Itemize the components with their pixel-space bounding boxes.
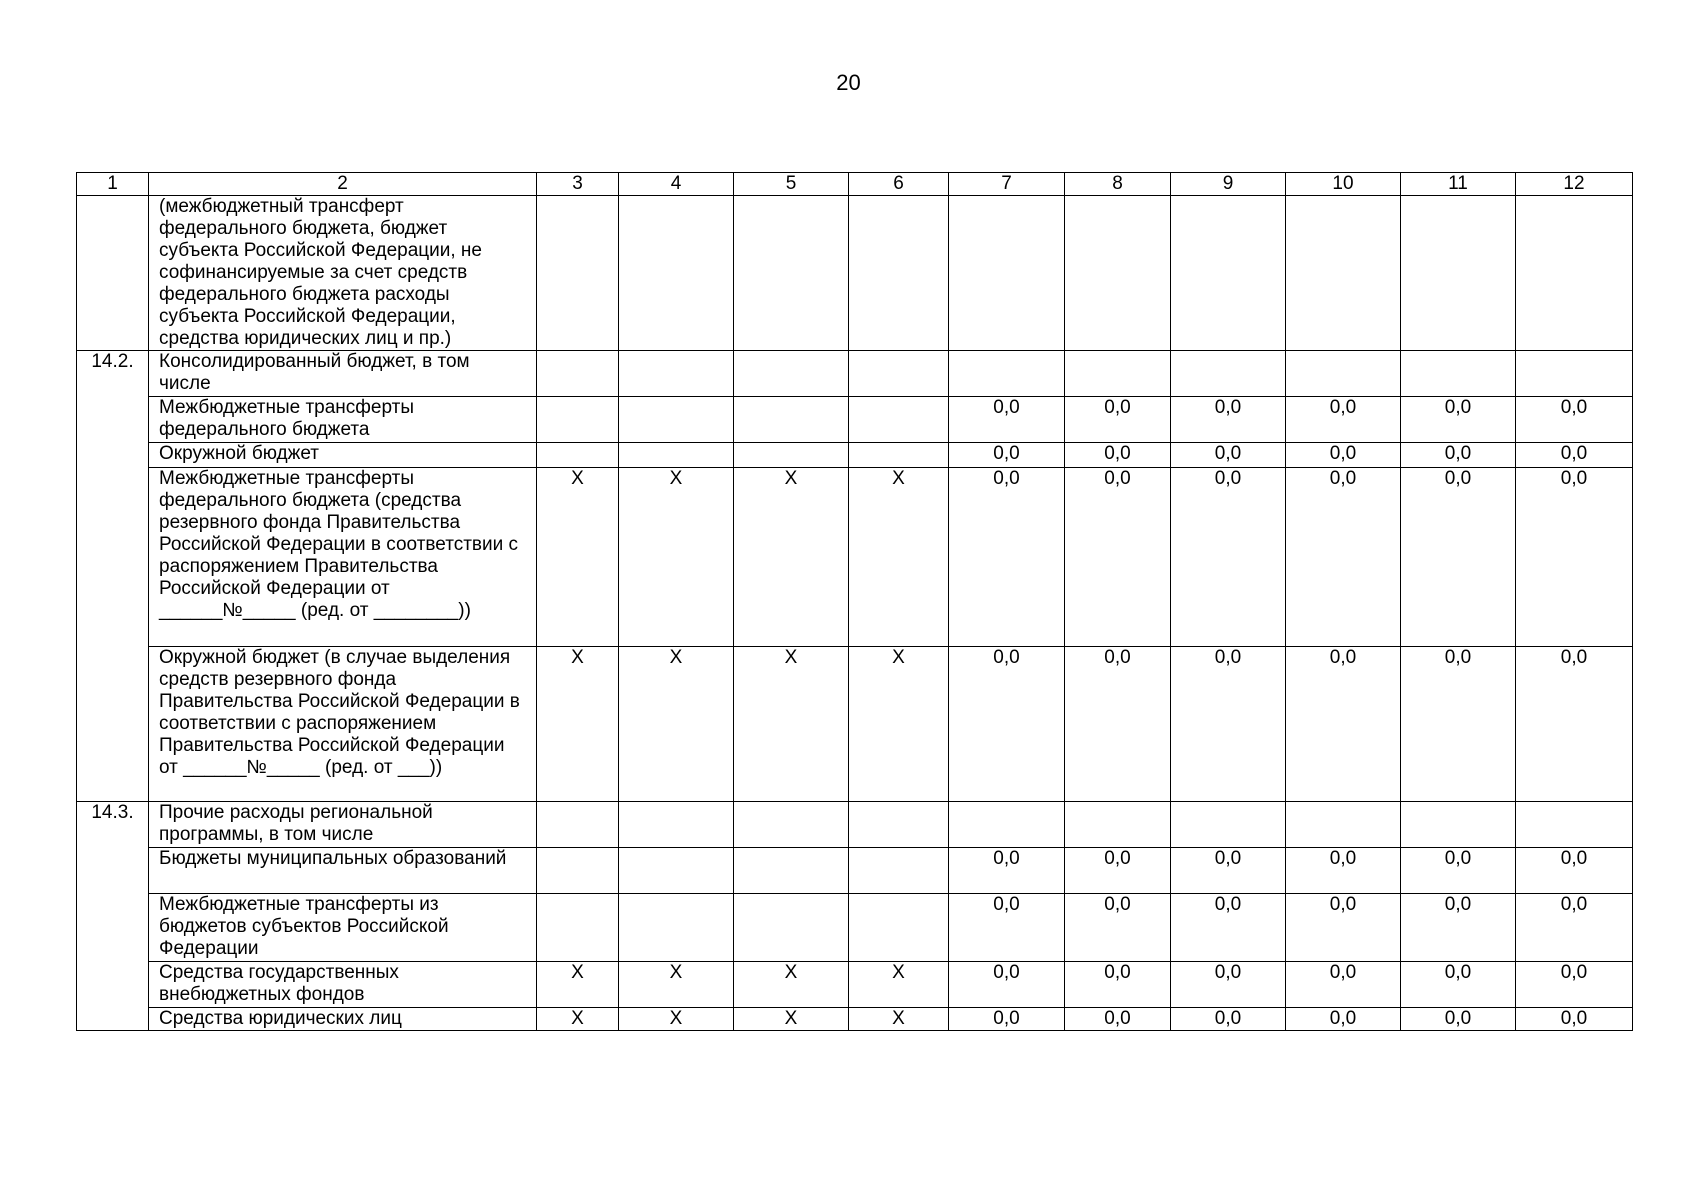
table-cell: Х (537, 647, 619, 802)
table-cell: 0,0 (1401, 848, 1516, 894)
table-cell: 0,0 (949, 468, 1065, 647)
row-description: Средства юридических лиц (149, 1008, 537, 1031)
table-cell (619, 196, 734, 351)
table-cell: 0,0 (1171, 1008, 1286, 1031)
table-cell (619, 443, 734, 468)
table-row (77, 1008, 1633, 1031)
row-description: Межбюджетные трансферты федерального бюджета (средства резервного фонда Правительства Российской Федерации в соответствии с распоряжением Правительства Российской Федерации от ______№_____ (ред. от ________)) (149, 468, 537, 647)
table-cell: 0,0 (1516, 894, 1633, 962)
table-cell: Х (537, 962, 619, 1008)
table-row (77, 443, 1633, 468)
table-cell (619, 848, 734, 894)
table-cell (537, 848, 619, 894)
row-description: Межбюджетные трансферты из бюджетов субъектов Российской Федерации (149, 894, 537, 962)
table-cell: 0,0 (1065, 397, 1171, 443)
table-cell: Х (849, 962, 949, 1008)
header-cell: 3 (537, 173, 619, 196)
table-cell (1171, 802, 1286, 848)
table-cell: 0,0 (949, 1008, 1065, 1031)
table-cell: 0,0 (1286, 468, 1401, 647)
header-cell: 9 (1171, 173, 1286, 196)
table-cell: Х (619, 468, 734, 647)
table-row (77, 468, 1633, 647)
table-cell (849, 802, 949, 848)
table-row (77, 397, 1633, 443)
table-cell: 0,0 (1065, 962, 1171, 1008)
table-row (77, 848, 1633, 894)
table-cell (1065, 802, 1171, 848)
table-cell (1516, 196, 1633, 351)
row-number: 14.3. (77, 802, 149, 1031)
table-cell: 0,0 (949, 894, 1065, 962)
table-cell (619, 802, 734, 848)
table-cell: Х (849, 1008, 949, 1031)
header-cell: 7 (949, 173, 1065, 196)
table-cell: 0,0 (1171, 397, 1286, 443)
table-row (77, 351, 1633, 397)
table-cell (949, 196, 1065, 351)
table-cell: 0,0 (1516, 397, 1633, 443)
row-description: Бюджеты муниципальных образований (149, 848, 537, 894)
header-cell: 4 (619, 173, 734, 196)
table-cell (537, 894, 619, 962)
table-cell: 0,0 (1286, 894, 1401, 962)
table-cell (1286, 196, 1401, 351)
table-cell: Х (734, 468, 849, 647)
table-cell: 0,0 (1286, 647, 1401, 802)
header-cell: 11 (1401, 173, 1516, 196)
budget-table (76, 172, 1633, 1031)
row-number: 14.2. (77, 351, 149, 802)
table-cell: 0,0 (1171, 848, 1286, 894)
table-cell (1401, 802, 1516, 848)
table-cell: 0,0 (949, 443, 1065, 468)
table-cell: 0,0 (1286, 962, 1401, 1008)
table-cell (849, 894, 949, 962)
table-cell: 0,0 (949, 962, 1065, 1008)
table-cell (1401, 196, 1516, 351)
table-cell: 0,0 (1516, 443, 1633, 468)
header-cell: 5 (734, 173, 849, 196)
table-cell: 0,0 (1401, 894, 1516, 962)
table-cell: 0,0 (1065, 894, 1171, 962)
table-cell (537, 351, 619, 397)
table-cell (849, 397, 949, 443)
table-cell: 0,0 (1065, 468, 1171, 647)
table-cell (734, 894, 849, 962)
row-description: Межбюджетные трансферты федерального бюджета (149, 397, 537, 443)
table-cell: 0,0 (949, 397, 1065, 443)
table-cell (849, 196, 949, 351)
row-description: Окружной бюджет (в случае выделения средств резервного фонда Правительства Российской Федерации в соответствии с распоряжением Правительства Российской Федерации от ______№_____ (ред. от ___)) (149, 647, 537, 802)
row-description: Прочие расходы региональной программы, в том числе (149, 802, 537, 848)
table-cell: 0,0 (1401, 468, 1516, 647)
table-row (77, 647, 1633, 802)
table-cell: 0,0 (1065, 1008, 1171, 1031)
table-cell: 0,0 (1286, 397, 1401, 443)
header-cell: 12 (1516, 173, 1633, 196)
table-cell: Х (849, 647, 949, 802)
table-cell (1516, 802, 1633, 848)
table-cell: 0,0 (1516, 962, 1633, 1008)
table-cell (619, 351, 734, 397)
table-cell (1286, 351, 1401, 397)
table-cell: 0,0 (949, 647, 1065, 802)
table-cell: Х (537, 1008, 619, 1031)
table-cell (734, 196, 849, 351)
table-cell: 0,0 (1401, 1008, 1516, 1031)
table-cell (849, 443, 949, 468)
table-row (77, 962, 1633, 1008)
table-cell (619, 894, 734, 962)
header-cell: 6 (849, 173, 949, 196)
table-cell: 0,0 (1171, 894, 1286, 962)
page-number: 20 (836, 70, 861, 95)
table-cell (1171, 351, 1286, 397)
table-cell: Х (619, 962, 734, 1008)
row-description: Средства государственных внебюджетных фондов (149, 962, 537, 1008)
table-cell: Х (734, 962, 849, 1008)
table-cell (537, 196, 619, 351)
table-cell: 0,0 (1516, 647, 1633, 802)
table-cell (1065, 196, 1171, 351)
header-cell: 1 (77, 173, 149, 196)
table-cell: 0,0 (1286, 848, 1401, 894)
table-cell (1286, 802, 1401, 848)
row-description: (межбюджетный трансферт федерального бюджета, бюджет субъекта Российской Федерации, не софинансируемые за счет средств федерального бюджета расходы субъекта Российской Федерации, средства юридических лиц и пр.) (149, 196, 537, 351)
table-cell: 0,0 (1171, 647, 1286, 802)
table-cell: 0,0 (1065, 647, 1171, 802)
row-description: Окружной бюджет (149, 443, 537, 468)
table-cell (849, 848, 949, 894)
header-cell: 10 (1286, 173, 1401, 196)
table-cell (949, 802, 1065, 848)
table-cell: 0,0 (1401, 647, 1516, 802)
table-cell (734, 443, 849, 468)
table-cell: 0,0 (1065, 848, 1171, 894)
table-cell (537, 397, 619, 443)
table-cell (1171, 196, 1286, 351)
table-cell: 0,0 (1171, 962, 1286, 1008)
table-cell: 0,0 (1286, 1008, 1401, 1031)
table-row (77, 802, 1633, 848)
table-cell: Х (619, 1008, 734, 1031)
table-cell (537, 802, 619, 848)
table-cell (537, 443, 619, 468)
table-cell (734, 848, 849, 894)
row-number (77, 196, 149, 351)
table-cell: 0,0 (1516, 1008, 1633, 1031)
table-cell: 0,0 (1171, 443, 1286, 468)
table-cell: Х (734, 647, 849, 802)
table-cell (619, 397, 734, 443)
table-cell: 0,0 (949, 848, 1065, 894)
table-cell: 0,0 (1516, 468, 1633, 647)
table-cell (734, 802, 849, 848)
table-cell (1401, 351, 1516, 397)
table-cell: 0,0 (1401, 397, 1516, 443)
table-cell: 0,0 (1171, 468, 1286, 647)
table-cell: 0,0 (1286, 443, 1401, 468)
table-cell: 0,0 (1401, 962, 1516, 1008)
table-cell (734, 351, 849, 397)
row-description: Консолидированный бюджет, в том числе (149, 351, 537, 397)
table-header-row (77, 173, 1633, 196)
table-cell (849, 351, 949, 397)
table-cell (1516, 351, 1633, 397)
table-row (77, 196, 1633, 351)
table-row (77, 894, 1633, 962)
table-cell: 0,0 (1516, 848, 1633, 894)
table-cell: 0,0 (1065, 443, 1171, 468)
table-cell: Х (619, 647, 734, 802)
header-cell: 2 (149, 173, 537, 196)
table-cell: Х (537, 468, 619, 647)
table-cell (1065, 351, 1171, 397)
table-cell (949, 351, 1065, 397)
table-cell: Х (734, 1008, 849, 1031)
header-cell: 8 (1065, 173, 1171, 196)
table-cell (734, 397, 849, 443)
table-cell: Х (849, 468, 949, 647)
table-cell: 0,0 (1401, 443, 1516, 468)
